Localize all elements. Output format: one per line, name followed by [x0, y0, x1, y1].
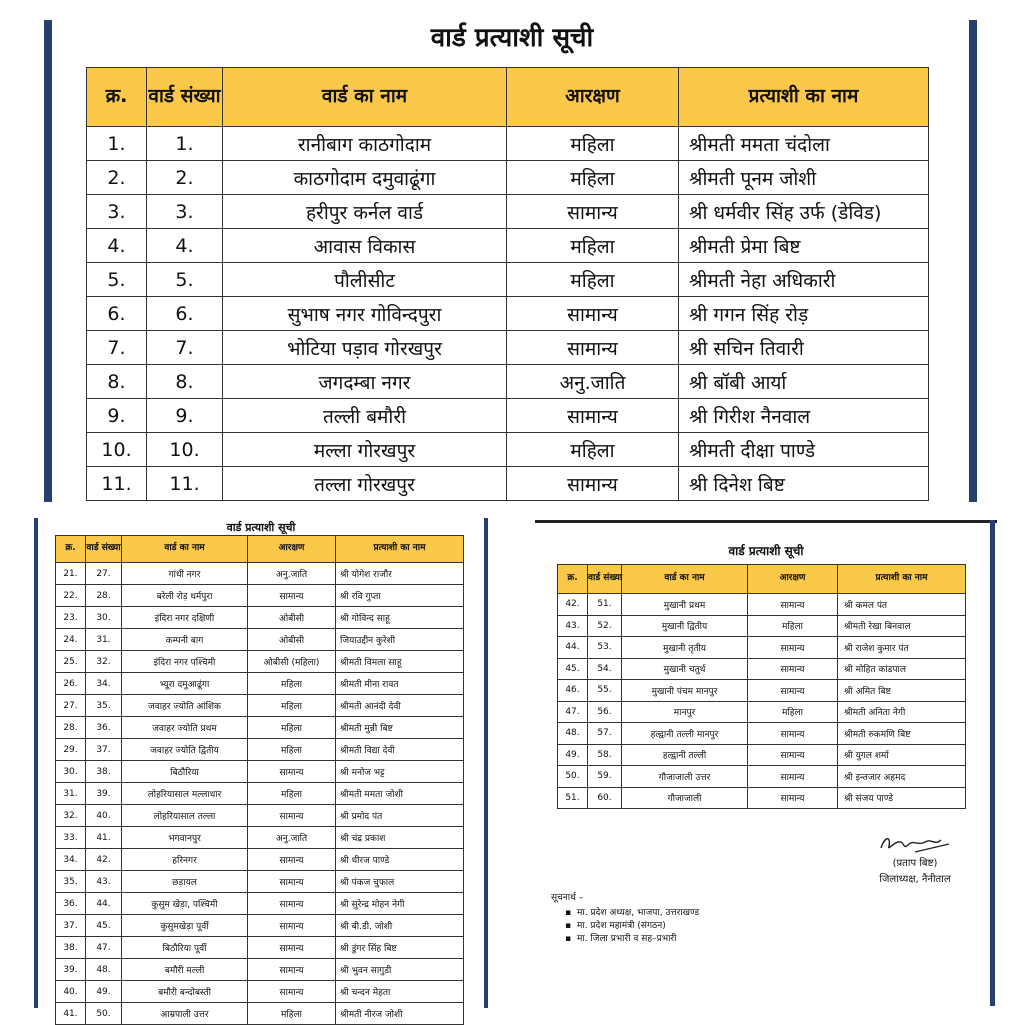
table-row: [56, 893, 464, 915]
ward-name-cell: जगदम्बा नगर: [223, 365, 507, 399]
table-row: [56, 805, 464, 827]
serial-cell: 6.: [87, 297, 147, 331]
reservation-cell: सामान्य: [748, 637, 838, 659]
ward-name-cell: बमौरी मल्ली: [122, 959, 248, 981]
reservation-cell: महिला: [507, 161, 679, 195]
reservation-cell: सामान्य: [248, 871, 336, 893]
ward-name-cell: जवाहर ज्योति प्रथम: [122, 717, 248, 739]
ward-name-cell: कुसुम खेड़ा, पश्चिमी: [122, 893, 248, 915]
serial-cell: 45.: [558, 658, 588, 680]
ward-name-cell: मुखानी प्रथम: [622, 594, 748, 616]
table-row: [56, 959, 464, 981]
right-page-border: [484, 518, 488, 1008]
cc-item: ▪ मा. प्रदेश महामंत्री (संगठन): [577, 920, 699, 933]
ward-name-cell: सुभाष नगर गोविन्दपुरा: [223, 297, 507, 331]
serial-cell: 11.: [87, 467, 147, 501]
reservation-cell: सामान्य: [748, 658, 838, 680]
table-row: [558, 701, 966, 723]
ward-number-cell: 45.: [86, 915, 122, 937]
reservation-cell: सामान्य: [248, 893, 336, 915]
table-row: [558, 723, 966, 745]
column-header: वार्ड का नाम: [622, 565, 748, 594]
reservation-cell: सामान्य: [248, 761, 336, 783]
ward-number-cell: 34.: [86, 673, 122, 695]
table-row: [56, 563, 464, 585]
serial-cell: 40.: [56, 981, 86, 1003]
reservation-cell: सामान्य: [248, 585, 336, 607]
ward-number-cell: 10.: [147, 433, 223, 467]
right-document: [535, 520, 997, 1006]
reservation-cell: ओबीसी (महिला): [248, 651, 336, 673]
serial-cell: 32.: [56, 805, 86, 827]
ward-number-cell: 47.: [86, 937, 122, 959]
ward-name-cell: हरिनगर: [122, 849, 248, 871]
column-header: प्रत्याशी का नाम: [679, 68, 929, 127]
candidate-name-cell: श्री इन्तजार अहमद: [838, 766, 966, 788]
ward-number-cell: 43.: [86, 871, 122, 893]
left-page-border: [44, 20, 52, 502]
candidate-name-cell: श्रीमती प्रेमा बिष्ट: [679, 229, 929, 263]
table-row: [56, 827, 464, 849]
serial-cell: 10.: [87, 433, 147, 467]
serial-cell: 34.: [56, 849, 86, 871]
table-row: [56, 651, 464, 673]
top-document: [0, 0, 1024, 502]
column-header: आरक्षण: [248, 536, 336, 563]
candidate-name-cell: श्री युगल शर्मा: [838, 744, 966, 766]
reservation-cell: महिला: [248, 739, 336, 761]
candidate-name-cell: श्री बॉबी आर्या: [679, 365, 929, 399]
left-page-border: [34, 518, 38, 1008]
candidate-name-cell: श्री राजेश कुमार पंत: [838, 637, 966, 659]
candidate-name-cell: श्री मोहित कांडपाल: [838, 658, 966, 680]
table-header-row: [87, 68, 929, 127]
reservation-cell: महिला: [248, 695, 336, 717]
ward-number-cell: 50.: [86, 1003, 122, 1025]
ward-name-cell: मल्ला गोरखपुर: [223, 433, 507, 467]
table-row: [56, 717, 464, 739]
serial-cell: 36.: [56, 893, 86, 915]
serial-cell: 27.: [56, 695, 86, 717]
candidate-name-cell: श्री धीरज पाण्डे: [336, 849, 464, 871]
candidate-table: [557, 564, 966, 809]
table-row: [87, 263, 929, 297]
serial-cell: 7.: [87, 331, 147, 365]
candidate-name-cell: श्री धर्मवीर सिंह उर्फ (डेविड): [679, 195, 929, 229]
reservation-cell: ओबीसी: [248, 607, 336, 629]
ward-name-cell: पौलीसीट: [223, 263, 507, 297]
column-header: वार्ड संख्या: [588, 565, 622, 594]
reservation-cell: ओबीसी: [248, 629, 336, 651]
ward-name-cell: मुखानी तृतीय: [622, 637, 748, 659]
ward-name-cell: आवास विकास: [223, 229, 507, 263]
reservation-cell: सामान्य: [507, 467, 679, 501]
ward-number-cell: 41.: [86, 827, 122, 849]
candidate-name-cell: श्रीमती पूनम जोशी: [679, 161, 929, 195]
column-header: क्र.: [558, 565, 588, 594]
ward-number-cell: 59.: [588, 766, 622, 788]
column-header: आरक्षण: [507, 68, 679, 127]
ward-number-cell: 48.: [86, 959, 122, 981]
reservation-cell: सामान्य: [748, 680, 838, 702]
serial-cell: 46.: [558, 680, 588, 702]
candidate-name-cell: श्रीमती नेहा अधिकारी: [679, 263, 929, 297]
ward-number-cell: 27.: [86, 563, 122, 585]
signatory-name: (प्रताप बिष्ट): [892, 858, 938, 869]
document-title: वार्ड प्रत्याशी सूची: [430, 23, 594, 53]
candidate-name-cell: श्रीमती रेखा बिनवाल: [838, 615, 966, 637]
table-row: [558, 744, 966, 766]
column-header: वार्ड का नाम: [122, 536, 248, 563]
ward-number-cell: 30.: [86, 607, 122, 629]
serial-cell: 8.: [87, 365, 147, 399]
candidate-name-cell: जियाउद्दीन कुरेशी: [336, 629, 464, 651]
document-title: वार्ड प्रत्याशी सूची: [226, 521, 296, 534]
ward-name-cell: आम्रपाली उत्तर: [122, 1003, 248, 1025]
ward-number-cell: 6.: [147, 297, 223, 331]
reservation-cell: अनु.जाति: [248, 827, 336, 849]
candidate-name-cell: श्रीमती अनिता नेगी: [838, 701, 966, 723]
ward-number-cell: 60.: [588, 787, 622, 809]
ward-number-cell: 37.: [86, 739, 122, 761]
ward-name-cell: बरेली रोड़ धर्मपुरा: [122, 585, 248, 607]
reservation-cell: सामान्य: [748, 766, 838, 788]
table-row: [87, 433, 929, 467]
reservation-cell: महिला: [748, 615, 838, 637]
reservation-cell: सामान्य: [248, 981, 336, 1003]
reservation-cell: सामान्य: [248, 805, 336, 827]
table-row: [558, 658, 966, 680]
table-row: [87, 297, 929, 331]
candidate-name-cell: श्री चंद्र प्रकाश: [336, 827, 464, 849]
table-row: [56, 629, 464, 651]
serial-cell: 30.: [56, 761, 86, 783]
column-header: क्र.: [87, 68, 147, 127]
table-row: [56, 695, 464, 717]
ward-name-cell: जवाहर ज्योति आंशिक: [122, 695, 248, 717]
reservation-cell: महिला: [507, 127, 679, 161]
table-row: [558, 615, 966, 637]
candidate-name-cell: श्री दिनेश बिष्ट: [679, 467, 929, 501]
ward-number-cell: 32.: [86, 651, 122, 673]
ward-name-cell: हल्द्वानी तल्ली मानपुर: [622, 723, 748, 745]
serial-cell: 33.: [56, 827, 86, 849]
ward-name-cell: इंदिरा नगर दक्षिणी: [122, 607, 248, 629]
candidate-name-cell: श्रीमती रुकमणि बिष्ट: [838, 723, 966, 745]
ward-number-cell: 35.: [86, 695, 122, 717]
candidate-name-cell: श्री योगेश राजौर: [336, 563, 464, 585]
reservation-cell: सामान्य: [248, 915, 336, 937]
cc-item: ▪ मा. जिला प्रभारी व सह–प्रभारी: [577, 933, 699, 946]
reservation-cell: महिला: [248, 783, 336, 805]
candidate-name-cell: श्री भुवन सागुडी: [336, 959, 464, 981]
serial-cell: 2.: [87, 161, 147, 195]
ward-number-cell: 53.: [588, 637, 622, 659]
table-header-row: [56, 536, 464, 563]
reservation-cell: सामान्य: [748, 594, 838, 616]
ward-name-cell: भोटिया पड़ाव गोरखपुर: [223, 331, 507, 365]
candidate-name-cell: श्री कमल पंत: [838, 594, 966, 616]
ward-name-cell: गौजाजाली उत्तर: [622, 766, 748, 788]
ward-number-cell: 56.: [588, 701, 622, 723]
candidate-table: [55, 535, 464, 1025]
ward-number-cell: 1.: [147, 127, 223, 161]
candidate-name-cell: श्री गगन सिंह रोड़: [679, 297, 929, 331]
table-row: [56, 937, 464, 959]
candidate-name-cell: श्रीमती दीक्षा पाण्डे: [679, 433, 929, 467]
column-header: क्र.: [56, 536, 86, 563]
ward-name-cell: भ्यूरा दमुआढूंगा: [122, 673, 248, 695]
cc-list: [551, 892, 699, 946]
ward-name-cell: जवाहर ज्योति द्वितीय: [122, 739, 248, 761]
candidate-name-cell: श्री सुरेन्द्र मोहन नेगी: [336, 893, 464, 915]
ward-number-cell: 7.: [147, 331, 223, 365]
table-row: [56, 783, 464, 805]
ward-number-cell: 54.: [588, 658, 622, 680]
reservation-cell: महिला: [248, 673, 336, 695]
ward-number-cell: 36.: [86, 717, 122, 739]
serial-cell: 21.: [56, 563, 86, 585]
table-row: [87, 161, 929, 195]
reservation-cell: सामान्य: [507, 399, 679, 433]
reservation-cell: सामान्य: [248, 937, 336, 959]
reservation-cell: महिला: [248, 1003, 336, 1025]
ward-name-cell: तल्ली बमौरी: [223, 399, 507, 433]
candidate-name-cell: श्री प्रमोद पंत: [336, 805, 464, 827]
reservation-cell: महिला: [507, 263, 679, 297]
serial-cell: 29.: [56, 739, 86, 761]
reservation-cell: सामान्य: [748, 787, 838, 809]
serial-cell: 25.: [56, 651, 86, 673]
serial-cell: 5.: [87, 263, 147, 297]
serial-cell: 1.: [87, 127, 147, 161]
table-row: [87, 127, 929, 161]
table-row: [56, 915, 464, 937]
ward-number-cell: 28.: [86, 585, 122, 607]
ward-number-cell: 42.: [86, 849, 122, 871]
ward-name-cell: इंदिरा नगर पश्चिमी: [122, 651, 248, 673]
serial-cell: 42.: [558, 594, 588, 616]
table-row: [558, 766, 966, 788]
serial-cell: 51.: [558, 787, 588, 809]
serial-cell: 44.: [558, 637, 588, 659]
table-row: [56, 1003, 464, 1025]
candidate-name-cell: श्रीमती नीरज जोशी: [336, 1003, 464, 1025]
candidate-name-cell: श्री डुंगर सिंह बिष्ट: [336, 937, 464, 959]
candidate-name-cell: श्री गोविन्द साहू: [336, 607, 464, 629]
serial-cell: 38.: [56, 937, 86, 959]
document-title: वार्ड प्रत्याशी सूची: [728, 544, 804, 558]
reservation-cell: सामान्य: [507, 195, 679, 229]
ward-number-cell: 11.: [147, 467, 223, 501]
serial-cell: 49.: [558, 744, 588, 766]
candidate-name-cell: श्रीमती ममता चंदोला: [679, 127, 929, 161]
candidate-name-cell: श्री चन्दन मेहता: [336, 981, 464, 1003]
ward-name-cell: कुसुमखेड़ा पूर्वी: [122, 915, 248, 937]
table-row: [56, 849, 464, 871]
ward-number-cell: 38.: [86, 761, 122, 783]
table-row: [56, 871, 464, 893]
ward-name-cell: गांधी नगर: [122, 563, 248, 585]
table-row: [558, 787, 966, 809]
reservation-cell: सामान्य: [748, 723, 838, 745]
ward-name-cell: मुखानी द्वितीय: [622, 615, 748, 637]
ward-number-cell: 58.: [588, 744, 622, 766]
reservation-cell: अनु.जाति: [507, 365, 679, 399]
reservation-cell: महिला: [748, 701, 838, 723]
candidate-name-cell: श्रीमती मीना रावत: [336, 673, 464, 695]
ward-name-cell: भगवानपुर: [122, 827, 248, 849]
reservation-cell: अनु.जाति: [248, 563, 336, 585]
reservation-cell: सामान्य: [248, 849, 336, 871]
reservation-cell: महिला: [507, 433, 679, 467]
candidate-name-cell: श्रीमती विद्या देवी: [336, 739, 464, 761]
ward-name-cell: लोहरियासाल मल्लाधार: [122, 783, 248, 805]
candidate-name-cell: श्रीमती आनंदी देवी: [336, 695, 464, 717]
reservation-cell: सामान्य: [748, 744, 838, 766]
ward-number-cell: 40.: [86, 805, 122, 827]
serial-cell: 48.: [558, 723, 588, 745]
cc-item: ▪ मा. प्रदेश अध्यक्ष, भाजपा, उत्तराखण्ड: [577, 907, 699, 920]
ward-name-cell: बिठौरिया: [122, 761, 248, 783]
ward-number-cell: 55.: [588, 680, 622, 702]
candidate-name-cell: श्री अमित बिष्ट: [838, 680, 966, 702]
candidate-name-cell: श्री मनोज भट्ट: [336, 761, 464, 783]
table-row: [56, 607, 464, 629]
table-row: [87, 365, 929, 399]
serial-cell: 24.: [56, 629, 86, 651]
left-document: [30, 518, 492, 1020]
ward-name-cell: गौजाजाली: [622, 787, 748, 809]
reservation-cell: महिला: [507, 229, 679, 263]
serial-cell: 50.: [558, 766, 588, 788]
reservation-cell: सामान्य: [507, 331, 679, 365]
table-row: [87, 399, 929, 433]
serial-cell: 22.: [56, 585, 86, 607]
ward-number-cell: 9.: [147, 399, 223, 433]
signature-icon: [875, 830, 955, 856]
candidate-name-cell: श्री बी.डी. जोशी: [336, 915, 464, 937]
ward-number-cell: 57.: [588, 723, 622, 745]
signature-block: [845, 830, 985, 888]
ward-name-cell: बिठौरिया पूर्वी: [122, 937, 248, 959]
ward-name-cell: मुखानी पंचम मानपुर: [622, 680, 748, 702]
table-row: [87, 195, 929, 229]
serial-cell: 31.: [56, 783, 86, 805]
ward-number-cell: 51.: [588, 594, 622, 616]
candidate-name-cell: श्री पंकज चुफाल: [336, 871, 464, 893]
serial-cell: 28.: [56, 717, 86, 739]
serial-cell: 26.: [56, 673, 86, 695]
ward-name-cell: लोहरियासाल तल्ला: [122, 805, 248, 827]
ward-name-cell: बमौरी बन्दोबस्ती: [122, 981, 248, 1003]
column-header: वार्ड संख्या: [147, 68, 223, 127]
ward-name-cell: छड़ायल: [122, 871, 248, 893]
column-header: वार्ड संख्या: [86, 536, 122, 563]
serial-cell: 37.: [56, 915, 86, 937]
table-row: [87, 467, 929, 501]
reservation-cell: सामान्य: [507, 297, 679, 331]
table-row: [558, 637, 966, 659]
cc-heading: सूचनार्थ –: [551, 893, 584, 903]
ward-name-cell: कम्पनी बाग: [122, 629, 248, 651]
candidate-name-cell: श्रीमती ममता जोशी: [336, 783, 464, 805]
table-header-row: [558, 565, 966, 594]
ward-name-cell: रानीबाग काठगोदाम: [223, 127, 507, 161]
column-header: प्रत्याशी का नाम: [336, 536, 464, 563]
ward-name-cell: तल्ला गोरखपुर: [223, 467, 507, 501]
ward-name-cell: काठगोदाम दमुवाढूंगा: [223, 161, 507, 195]
table-row: [56, 761, 464, 783]
table-row: [87, 331, 929, 365]
serial-cell: 39.: [56, 959, 86, 981]
ward-name-cell: हल्द्वानी तल्ली: [622, 744, 748, 766]
table-row: [56, 739, 464, 761]
serial-cell: 4.: [87, 229, 147, 263]
ward-number-cell: 44.: [86, 893, 122, 915]
reservation-cell: महिला: [248, 717, 336, 739]
ward-number-cell: 52.: [588, 615, 622, 637]
candidate-name-cell: श्री संजय पाण्डे: [838, 787, 966, 809]
ward-number-cell: 31.: [86, 629, 122, 651]
table-row: [87, 229, 929, 263]
signatory-title: जिलाध्यक्ष, नैनीताल: [879, 874, 951, 885]
reservation-cell: सामान्य: [248, 959, 336, 981]
serial-cell: 23.: [56, 607, 86, 629]
column-header: वार्ड का नाम: [223, 68, 507, 127]
ward-number-cell: 2.: [147, 161, 223, 195]
candidate-name-cell: श्री रवि गुप्ता: [336, 585, 464, 607]
candidate-name-cell: श्री गिरीश नैनवाल: [679, 399, 929, 433]
column-header: आरक्षण: [748, 565, 838, 594]
ward-number-cell: 49.: [86, 981, 122, 1003]
candidate-name-cell: श्री सचिन तिवारी: [679, 331, 929, 365]
serial-cell: 43.: [558, 615, 588, 637]
table-row: [558, 594, 966, 616]
right-page-border: [969, 20, 977, 502]
right-page-border: [990, 520, 995, 1006]
table-row: [558, 680, 966, 702]
candidate-name-cell: श्रीमती मुन्नी बिष्ट: [336, 717, 464, 739]
ward-name-cell: हरीपुर कर्नल वार्ड: [223, 195, 507, 229]
serial-cell: 3.: [87, 195, 147, 229]
ward-number-cell: 8.: [147, 365, 223, 399]
candidate-table: [86, 67, 929, 501]
serial-cell: 47.: [558, 701, 588, 723]
ward-number-cell: 39.: [86, 783, 122, 805]
ward-name-cell: मुखानी चतुर्थ: [622, 658, 748, 680]
table-row: [56, 981, 464, 1003]
top-page-border: [535, 520, 997, 523]
serial-cell: 9.: [87, 399, 147, 433]
ward-name-cell: मानपुर: [622, 701, 748, 723]
table-row: [56, 585, 464, 607]
column-header: प्रत्याशी का नाम: [838, 565, 966, 594]
ward-number-cell: 4.: [147, 229, 223, 263]
candidate-name-cell: श्रीमती विमला साहू: [336, 651, 464, 673]
serial-cell: 41.: [56, 1003, 86, 1025]
ward-number-cell: 5.: [147, 263, 223, 297]
serial-cell: 35.: [56, 871, 86, 893]
table-row: [56, 673, 464, 695]
ward-number-cell: 3.: [147, 195, 223, 229]
